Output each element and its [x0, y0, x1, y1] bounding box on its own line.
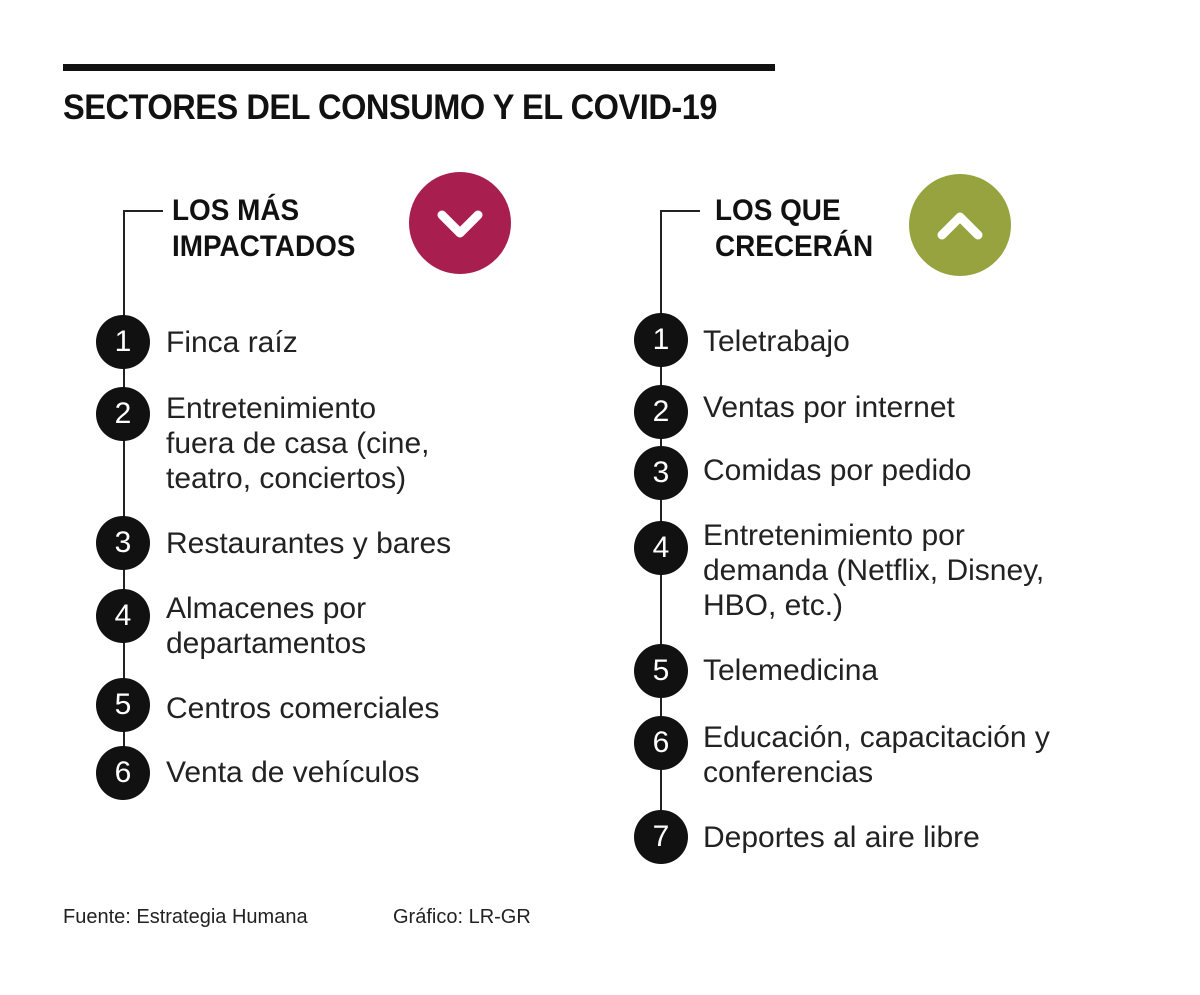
left-item-3: [166, 526, 451, 561]
left-heading-line2: IMPACTADOS: [172, 230, 356, 263]
page-title: SECTORES DEL CONSUMO Y EL COVID-19: [63, 88, 718, 127]
right-item-5: [703, 653, 878, 688]
right-item-2-number: 2: [634, 385, 688, 439]
left-item-2: [166, 391, 429, 496]
top-rule: [63, 64, 775, 71]
left-item-2-number: 2: [96, 387, 150, 441]
left-item-1-number: 1: [96, 315, 150, 369]
right-item-1-number: 1: [634, 313, 688, 367]
right-item-4: [703, 518, 1044, 623]
right-item-3-text: Comidas por pedido: [703, 454, 972, 487]
left-item-6-number: 6: [96, 746, 150, 800]
left-item-4-number: 4: [96, 589, 150, 643]
left-item-3-number: 3: [96, 516, 150, 570]
right-item-3-number: 3: [634, 446, 688, 500]
right-heading-line2: CRECERÁN: [715, 230, 874, 263]
right-item-4-number: 4: [634, 521, 688, 575]
right-item-6-number: 6: [634, 716, 688, 770]
right-item-6-text-line2: conferencias: [703, 756, 874, 789]
right-heading-line1: LOS QUE: [715, 194, 841, 227]
right-item-1-text: Teletrabajo: [703, 325, 850, 358]
right-item-7-number: 7: [634, 810, 688, 864]
left-item-2-text-line2: fuera de casa (cine,: [166, 427, 430, 460]
right-item-4-text-line1: Entretenimiento por: [703, 519, 965, 552]
right-heading: [715, 193, 873, 265]
right-heading-tick: [660, 210, 700, 212]
right-item-5-number: 5: [634, 644, 688, 698]
chevron-up-icon: [909, 174, 1011, 276]
left-item-1: [166, 325, 298, 360]
right-item-6-text-line1: Educación, capacitación y: [703, 721, 1050, 754]
right-item-2: [703, 390, 955, 425]
left-heading-tick: [123, 210, 163, 212]
right-item-5-text: Telemedicina: [703, 654, 879, 687]
left-item-1-text: Finca raíz: [166, 326, 298, 359]
right-item-6: [703, 720, 1050, 790]
left-item-4-text-line1: Almacenes por: [166, 592, 367, 625]
chevron-down-icon: [409, 172, 511, 274]
left-item-2-text-line1: Entretenimiento: [166, 392, 377, 425]
source-note: Fuente: Estrategia Humana: [63, 906, 308, 928]
left-item-4: [166, 591, 366, 661]
right-item-2-text: Ventas por internet: [703, 391, 955, 424]
right-item-3: [703, 453, 972, 488]
left-item-5-number: 5: [96, 678, 150, 732]
graphic-credit: Gráfico: LR-GR: [393, 906, 531, 928]
left-item-2-text-line3: teatro, conciertos): [166, 462, 407, 495]
right-item-7-text: Deportes al aire libre: [703, 821, 980, 854]
left-heading: [172, 193, 355, 265]
left-item-5-text: Centros comerciales: [166, 692, 440, 725]
left-item-6-text: Venta de vehículos: [166, 756, 420, 789]
left-item-3-text: Restaurantes y bares: [166, 527, 452, 560]
right-item-4-text-line3: HBO, etc.): [703, 589, 844, 622]
left-item-5: [166, 691, 439, 726]
left-item-4-text-line2: departamentos: [166, 627, 367, 660]
right-item-4-text-line2: demanda (Netflix, Disney,: [703, 554, 1045, 587]
right-item-7: [703, 820, 980, 855]
right-item-1: [703, 324, 850, 359]
left-heading-line1: LOS MÁS: [172, 194, 300, 227]
left-item-6: [166, 755, 420, 790]
